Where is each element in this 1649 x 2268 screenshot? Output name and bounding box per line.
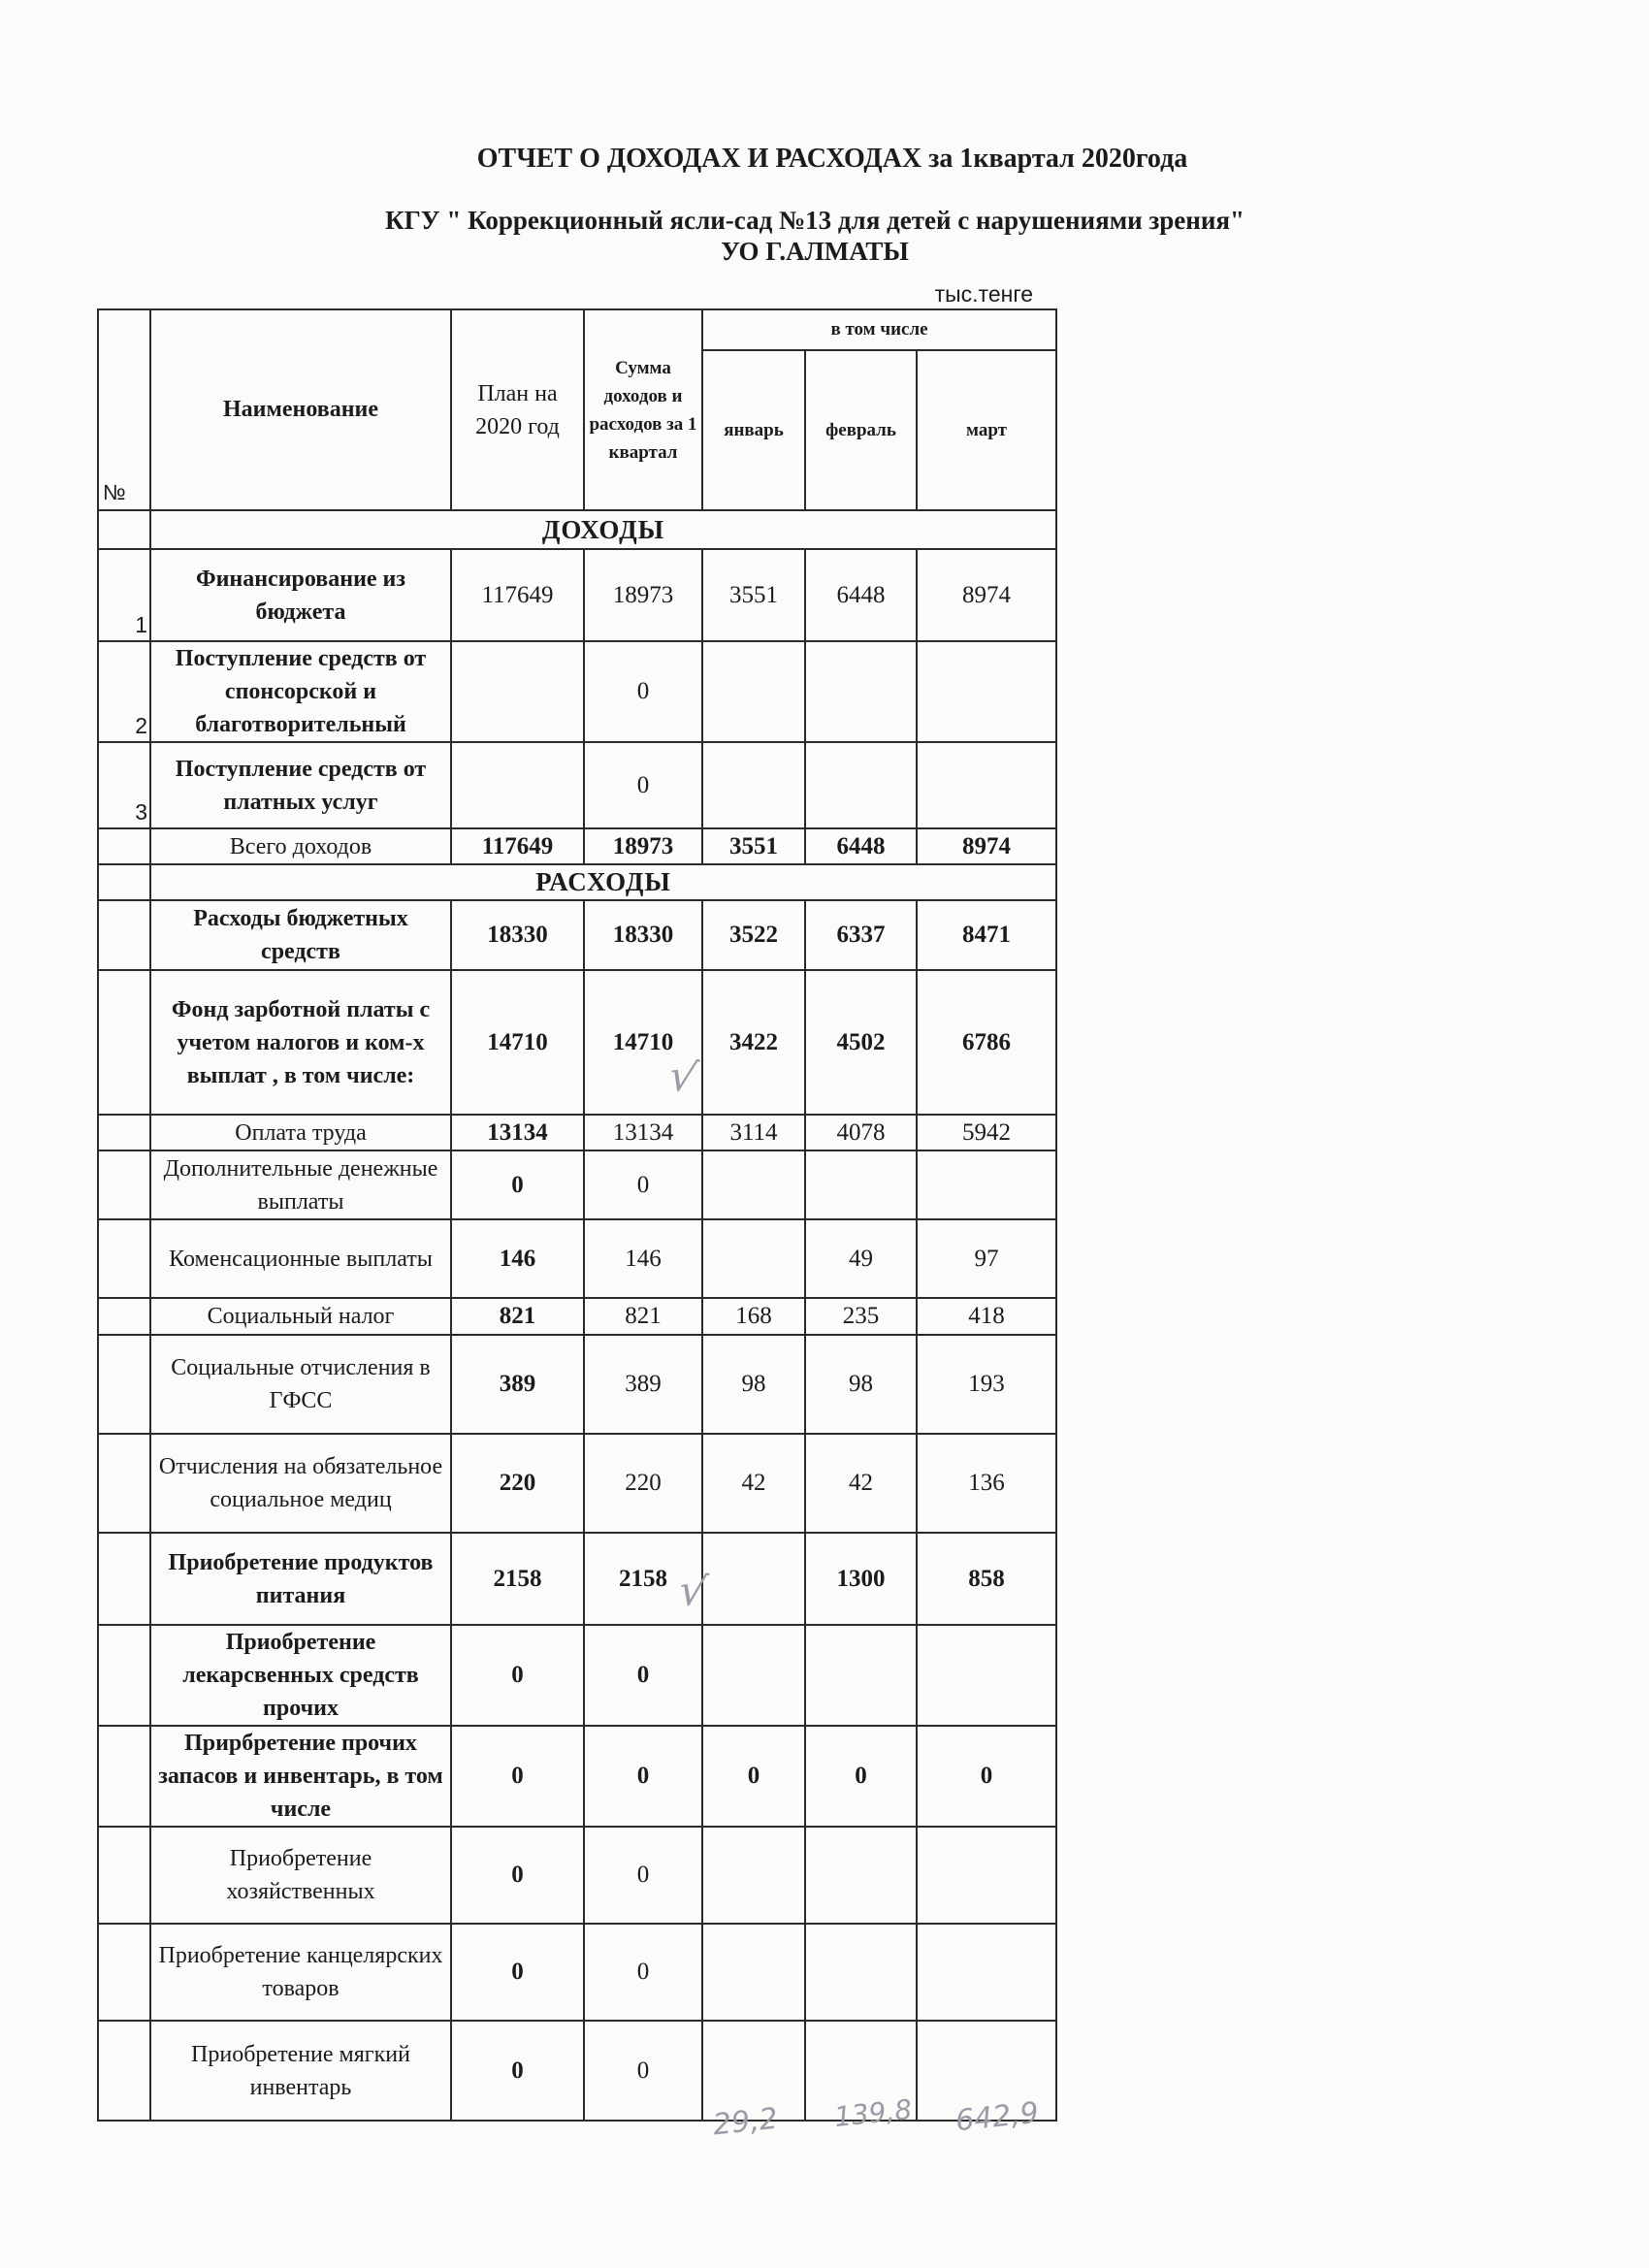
cell-plan: 0 xyxy=(451,2021,584,2121)
row-name: Коменсационные выплаты xyxy=(150,1219,451,1298)
cell-plan: 389 xyxy=(451,1335,584,1434)
income-total-row xyxy=(98,828,1056,864)
cell-feb xyxy=(805,1924,917,2021)
cell-sum: 0 xyxy=(584,1625,702,1726)
handwritten-note: 139,8 xyxy=(832,2092,914,2134)
cell-sum: 0 xyxy=(584,641,702,742)
cell-sum: 0 xyxy=(584,1150,702,1219)
cell-sum: 18973 xyxy=(584,549,702,641)
table-row xyxy=(98,1726,1056,1827)
row-name: Приобретение продуктов питания xyxy=(150,1533,451,1625)
row-name: Отчисления на обязательное социальное медиц xyxy=(150,1434,451,1533)
cell-feb xyxy=(805,641,917,742)
handwritten-note: 29,2 xyxy=(711,2101,780,2143)
cell-sum: 220 xyxy=(584,1434,702,1533)
cell-feb: 4078 xyxy=(805,1115,917,1150)
table-row xyxy=(98,549,1056,641)
cell-sum: 0 xyxy=(584,1924,702,2021)
row-name: Оплата труда xyxy=(150,1115,451,1150)
cell-feb xyxy=(805,1625,917,1726)
section-expense-heading: РАСХОДЫ xyxy=(150,864,1056,900)
cell-plan xyxy=(451,742,584,828)
table-row xyxy=(98,1924,1056,2021)
table-row xyxy=(98,641,1056,742)
cell-feb xyxy=(805,1150,917,1219)
cell-plan: 2158 xyxy=(451,1533,584,1625)
cell-jan xyxy=(702,1219,805,1298)
cell-jan xyxy=(702,1827,805,1924)
cell-mar xyxy=(917,641,1056,742)
cell-feb: 1300 xyxy=(805,1533,917,1625)
table-row xyxy=(98,742,1056,828)
cell-plan: 0 xyxy=(451,1924,584,2021)
cell-plan: 821 xyxy=(451,1298,584,1335)
row-name: Социальные отчисления в ГФСС xyxy=(150,1335,451,1434)
cell-jan xyxy=(702,1625,805,1726)
cell-sum: 821 xyxy=(584,1298,702,1335)
cell-feb: 4502 xyxy=(805,970,917,1115)
cell-mar xyxy=(917,1827,1056,1924)
table-row xyxy=(98,2021,1056,2121)
cell-jan xyxy=(702,1924,805,2021)
cell-plan: 14710 xyxy=(451,970,584,1115)
organization-city: УО Г.АЛМАТЫ xyxy=(721,237,909,266)
cell-sum: 389 xyxy=(584,1335,702,1434)
handwritten-note: 642,9 xyxy=(954,2095,1041,2139)
cell-jan: 98 xyxy=(702,1335,805,1434)
cell-plan: 0 xyxy=(451,1150,584,1219)
cell-jan: 0 xyxy=(702,1726,805,1827)
column-header-name: Наименование xyxy=(150,309,451,510)
cell-plan xyxy=(451,641,584,742)
table-row xyxy=(98,1827,1056,1924)
cell-plan: 0 xyxy=(451,1827,584,1924)
cell-mar: 5942 xyxy=(917,1115,1056,1150)
cell-mar xyxy=(917,1625,1056,1726)
cell-sum: 14710 xyxy=(584,970,702,1115)
report-title: ОТЧЕТ О ДОХОДАХ И РАСХОДАХ за 1квартал 2020года xyxy=(476,144,1188,174)
checkmark-icon: √ xyxy=(674,1564,711,1619)
cell-jan: 3522 xyxy=(702,900,805,970)
cell-plan: 220 xyxy=(451,1434,584,1533)
table-row xyxy=(98,1335,1056,1434)
cell-sum: 0 xyxy=(584,742,702,828)
column-header-including: в том числе xyxy=(702,309,1056,350)
table-row xyxy=(98,1533,1056,1625)
row-number: 1 xyxy=(98,549,150,641)
cell-feb: 98 xyxy=(805,1335,917,1434)
row-name: Финансирование из бюджета xyxy=(150,549,451,641)
column-header-quarter-sum: Сумма доходов и расходов за 1 квартал xyxy=(584,309,702,510)
cell-mar: 193 xyxy=(917,1335,1056,1434)
row-number: 3 xyxy=(98,742,150,828)
section-income-heading: ДОХОДЫ xyxy=(150,510,1056,549)
column-header-plan: План на 2020 год xyxy=(451,309,584,510)
report-table xyxy=(97,308,1057,2122)
row-name: Приобретение канцелярских товаров xyxy=(150,1924,451,2021)
table-row xyxy=(98,1115,1056,1150)
row-name: Поступление средств от платных услуг xyxy=(150,742,451,828)
table-row xyxy=(98,1150,1056,1219)
row-name: Прирбретение прочих запасов и инвентарь, в том числе xyxy=(150,1726,451,1827)
cell-plan: 117649 xyxy=(451,828,584,864)
organization-name: КГУ " Коррекционный ясли-сад №13 для детей с нарушениями зрения" xyxy=(385,206,1245,235)
cell-mar xyxy=(917,1150,1056,1219)
table-row xyxy=(98,970,1056,1115)
cell-mar xyxy=(917,742,1056,828)
cell-mar: 8471 xyxy=(917,900,1056,970)
cell-jan: 3551 xyxy=(702,828,805,864)
cell-sum: 146 xyxy=(584,1219,702,1298)
cell-sum: 0 xyxy=(584,2021,702,2121)
cell-feb: 6337 xyxy=(805,900,917,970)
cell-sum: 2158 xyxy=(584,1533,702,1625)
table-row xyxy=(98,900,1056,970)
row-name: Дополнительные денежные выплаты xyxy=(150,1150,451,1219)
cell-mar: 858 xyxy=(917,1533,1056,1625)
table-row xyxy=(98,1298,1056,1335)
cell-feb: 235 xyxy=(805,1298,917,1335)
cell-mar: 8974 xyxy=(917,828,1056,864)
cell-sum: 0 xyxy=(584,1726,702,1827)
units-label: тыс.тенге xyxy=(934,281,1033,307)
cell-jan xyxy=(702,742,805,828)
row-name: Социальный налог xyxy=(150,1298,451,1335)
cell-sum: 18973 xyxy=(584,828,702,864)
cell-plan: 0 xyxy=(451,1726,584,1827)
cell-jan xyxy=(702,641,805,742)
cell-sum: 13134 xyxy=(584,1115,702,1150)
cell-mar xyxy=(917,1924,1056,2021)
cell-plan: 117649 xyxy=(451,549,584,641)
cell-plan: 146 xyxy=(451,1219,584,1298)
row-name: Поступление средств от спонсорской и благотворительный xyxy=(150,641,451,742)
cell-feb: 6448 xyxy=(805,549,917,641)
cell-mar: 0 xyxy=(917,1726,1056,1827)
cell-jan: 168 xyxy=(702,1298,805,1335)
cell-feb: 0 xyxy=(805,1726,917,1827)
column-header-january: январь xyxy=(702,350,805,510)
column-header-february: февраль xyxy=(805,350,917,510)
table-row xyxy=(98,1219,1056,1298)
table-row xyxy=(98,1434,1056,1533)
table-row xyxy=(98,1625,1056,1726)
cell-feb: 42 xyxy=(805,1434,917,1533)
cell-mar: 97 xyxy=(917,1219,1056,1298)
cell-feb: 49 xyxy=(805,1219,917,1298)
cell-mar: 136 xyxy=(917,1434,1056,1533)
cell-mar: 8974 xyxy=(917,549,1056,641)
cell-jan: 3422 xyxy=(702,970,805,1115)
cell-jan: 42 xyxy=(702,1434,805,1533)
row-name: Фонд зарботной платы с учетом налогов и ком-х выплат , в том числе: xyxy=(150,970,451,1115)
cell-jan xyxy=(702,1533,805,1625)
cell-feb: 6448 xyxy=(805,828,917,864)
row-name: Приобретение мягкий инвентарь xyxy=(150,2021,451,2121)
row-name: Приобретение лекарсвенных средств прочих xyxy=(150,1625,451,1726)
cell-feb xyxy=(805,1827,917,1924)
cell-mar: 418 xyxy=(917,1298,1056,1335)
row-name: Расходы бюджетных средств xyxy=(150,900,451,970)
checkmark-icon: √ xyxy=(664,1050,702,1105)
cell-mar: 6786 xyxy=(917,970,1056,1115)
cell-jan: 3551 xyxy=(702,549,805,641)
cell-feb xyxy=(805,742,917,828)
column-header-march: март xyxy=(917,350,1056,510)
cell-jan: 3114 xyxy=(702,1115,805,1150)
cell-sum: 0 xyxy=(584,1827,702,1924)
column-header-number: № xyxy=(98,309,150,510)
cell-plan: 0 xyxy=(451,1625,584,1726)
cell-plan: 18330 xyxy=(451,900,584,970)
cell-jan xyxy=(702,1150,805,1219)
row-name: Приобретение хозяйственных xyxy=(150,1827,451,1924)
cell-sum: 18330 xyxy=(584,900,702,970)
cell-plan: 13134 xyxy=(451,1115,584,1150)
row-name: Всего доходов xyxy=(150,828,451,864)
row-number: 2 xyxy=(98,641,150,742)
